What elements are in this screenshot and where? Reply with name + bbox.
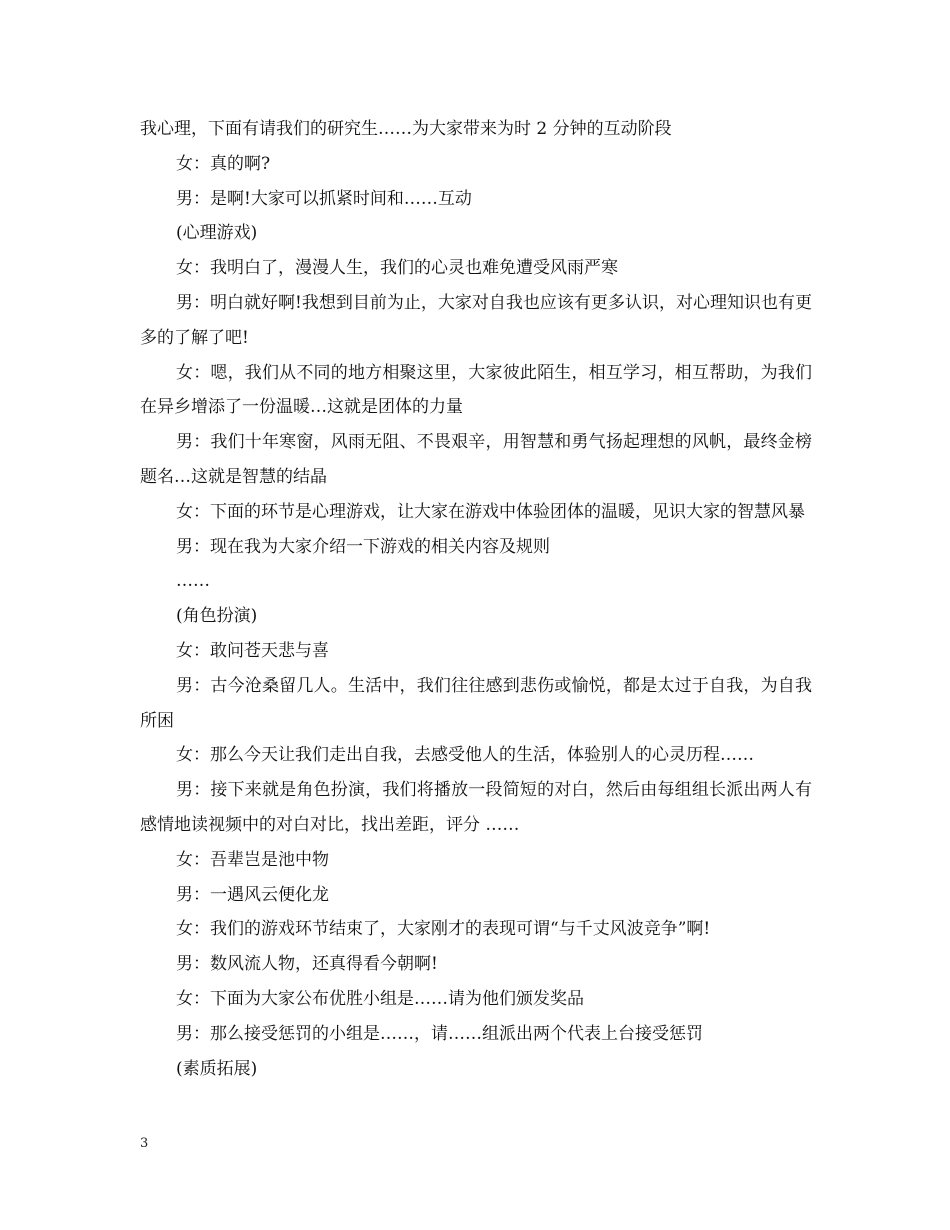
page-number: 3 — [140, 1136, 149, 1151]
paragraph: 男：数风流人物，还真得看今朝啊! — [176, 954, 438, 975]
paragraph: 女：真的啊? — [176, 153, 271, 174]
paragraph: 男：明白就好啊!我想到目前为止，大家对自我也应该有更多认识，对心理知识也有更多的了解了吧! — [140, 292, 812, 348]
paragraph: 男：一遇风云便化龙 — [176, 884, 329, 905]
paragraph: 女：吾辈岂是池中物 — [176, 849, 329, 870]
paragraph: (角色扮演) — [176, 606, 258, 627]
paragraph: 男：古今沧桑留几人。生活中，我们往往感到悲伤或愉悦，都是太过于自我，为自我所困 — [140, 675, 812, 731]
paragraph: 女：敢问苍天悲与喜 — [176, 640, 329, 661]
paragraph: 女：下面为大家公布优胜小组是……请为他们颁发奖品 — [176, 988, 584, 1009]
paragraph: …… — [176, 571, 210, 592]
paragraph: 男：现在我为大家介绍一下游戏的相关内容及规则 — [176, 536, 550, 557]
paragraph: (心理游戏) — [176, 223, 258, 244]
paragraph: 男：那么接受惩罚的小组是……，请……组派出两个代表上台接受惩罚 — [176, 1023, 703, 1044]
paragraph: 女：那么今天让我们走出自我，去感受他人的生活，体验别人的心灵历程…… — [176, 745, 754, 766]
paragraph: 女：下面的环节是心理游戏，让大家在游戏中体验团体的温暖，见识大家的智慧风暴 — [176, 501, 805, 522]
document-body — [140, 112, 812, 1086]
paragraph: (素质拓展) — [176, 1058, 258, 1079]
paragraph: 女：我们的游戏环节结束了，大家刚才的表现可谓“与千丈风波竞争”啊! — [176, 919, 711, 940]
paragraph: 男：接下来就是角色扮演，我们将播放一段简短的对白，然后由每组组长派出两人有感情地读视频中的对白对比，找出差距，评分 …… — [140, 780, 812, 835]
paragraph: 男：我们十年寒窗，风雨无阻、不畏艰辛，用智慧和勇气扬起理想的风帆，最终金榜题名…这就是智慧的结晶 — [140, 432, 812, 487]
paragraph: 女：我明白了，漫漫人生，我们的心灵也难免遭受风雨严寒 — [176, 258, 618, 279]
paragraph: 男：是啊!大家可以抓紧时间和……互动 — [176, 188, 472, 209]
paragraph: 女：嗯，我们从不同的地方相聚这里，大家彼此陌生，相互学习，相互帮助，为我们在异乡增添了一份温暖…这就是团体的力量 — [140, 362, 812, 418]
paragraph: 我心理，下面有请我们的研究生……为大家带来为时 2 分钟的互动阶段 — [140, 119, 672, 139]
